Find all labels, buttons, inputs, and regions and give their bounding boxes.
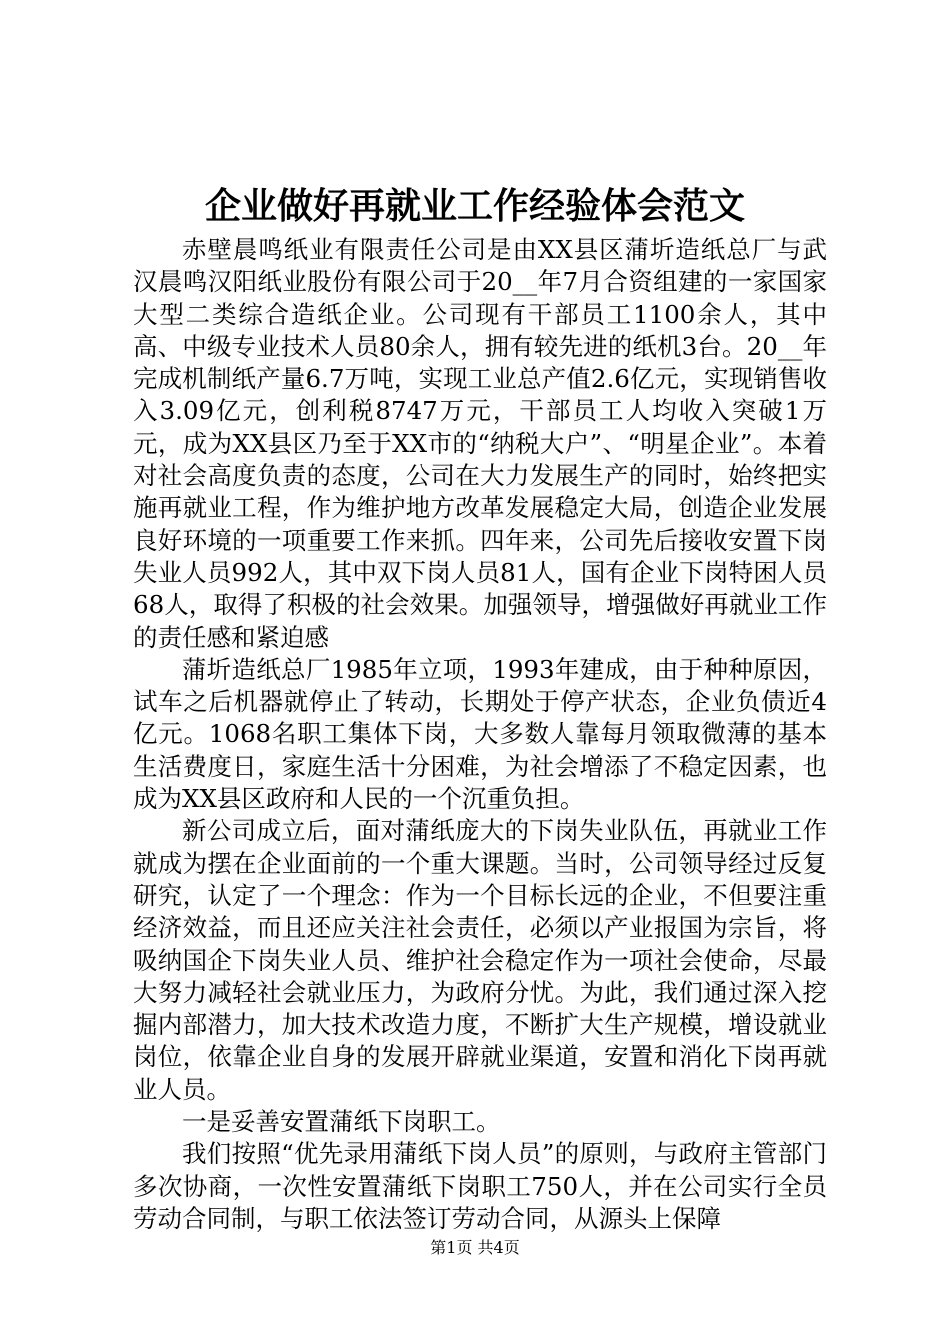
document-title: 企业做好再就业工作经验体会范文 xyxy=(204,186,745,227)
paragraph-1: 赤壁晨鸣纸业有限责任公司是由XX县区蒲圻造纸总厂与武汉晨鸣汉阳纸业股份有限公司于20__年7月合资组建的一家国家大型二类综合造纸企业。公司现有干部员工1100余人，其中高、中级专业技术人员80余人，拥有较先进的纸机3台。20__年完成机制纸产量6.7万吨，实现工业总产值2.6亿元，实现销售收入3.09亿元，创利税8747万元，干部员工人均收入突破1万元，成为XX县区乃至于XX市的“纳税大户”、“明星企业”。本着对社会高度负责的态度，公司在大力发展生产的同时，始终把实施再就业工程，作为维护地方改革发展稳定大局，创造企业发展良好环境的一项重要工作来抓。四年来，公司先后接收安置下岗失业人员992人，其中双下岗人员81人，国有企业下岗特困人员68人，取得了积极的社会效果。加强领导，增强做好再就业工作的责任感和紧迫感 xyxy=(133,235,827,652)
paragraph-3: 新公司成立后，面对蒲纸庞大的下岗失业队伍，再就业工作就成为摆在企业面前的一个重大课题。当时，公司领导经过反复研究，认定了一个理念：作为一个目标长远的企业，不但要注重经济效益，而且还应关注社会责任，必须以产业报国为宗旨，将吸纳国企下岗失业人员、维护社会稳定作为一项社会使命，尽最大努力减轻社会就业压力，为政府分忧。为此，我们通过深入挖掘内部潜力，加大技术改造力度，不断扩大生产规模，增设就业岗位，依靠企业自身的发展开辟就业渠道，安置和消化下岗再就业人员。 xyxy=(133,816,827,1104)
document-body xyxy=(133,234,827,1235)
page-footer: 第1页 共4页 xyxy=(430,1238,520,1257)
paragraph-2: 蒲圻造纸总厂1985年立项，1993年建成，由于种种原因，试车之后机器就停止了转动，长期处于停产状态，企业负债近4亿元。1068名职工集体下岗，大多数人靠每月领取微薄的基本生活费度日，家庭生活十分困难，为社会增添了不稳定因素，也成为XX县区政府和人民的一个沉重负担。 xyxy=(133,654,827,814)
paragraph-4: 一是妥善安置蒲纸下岗职工。 xyxy=(182,1107,501,1137)
paragraph-5: 我们按照“优先录用蒲纸下岗人员”的原则，与政府主管部门多次协商，一次性安置蒲纸下岗职工750人，并在公司实行全员劳动合同制，与职工依法签订劳动合同，从源头上保障 xyxy=(133,1139,827,1233)
